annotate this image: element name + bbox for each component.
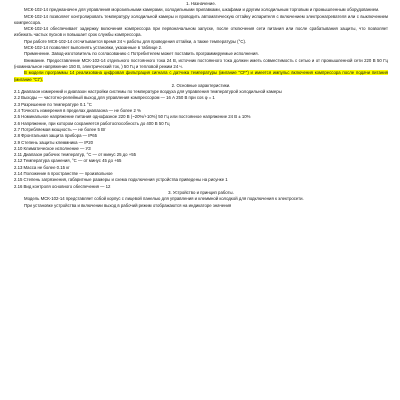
paragraph: При установке устройства и включении выход в рабочий режим отображаются на индикаторе значения <box>24 202 232 208</box>
paragraph: Внимание. Предоставление МСК-102-14 отдельного постоянного тока 24 В, источник постоянного тока должен иметь совместимость с сетью и от промышленной сети 220 В 50 Гц (номинальное напряжение 150 В, электрический ток, ) 50 Гц и тепловой режим 24 ч. <box>14 57 388 69</box>
list-item: 2.6 Напряжение, при котором сохраняется работоспособность до 400 В 50 Гц <box>14 120 170 126</box>
spec-list <box>14 89 388 190</box>
paragraph: МСК-102-14 обеспечивает задержку включения компрессора при первоначальном запуске, после отключения сети питания или после срабатывания защиты, что позволяет избежать частых пусков и повышает срок службы компрессора. <box>14 26 388 38</box>
paragraph: При работе МСК-102-14 отсчитывается время 24 ч работы для проведения оттайки, а также температуры (°С). <box>24 38 247 44</box>
list-item: 2.15 Степень загрязнения, габаритные размеры и схема подключения устройства приведены на рисунке 1 <box>14 177 228 183</box>
list-item: 2.9 Степень защиты клеммника — IP20 <box>14 139 94 145</box>
list-item: 2.12 Температура хранения, °С — от минус 45 до +65 <box>14 158 122 164</box>
paragraph: Применение. Завод-изготовитель по согласованию с Потребителем может поставить программируемые исполнения. <box>24 51 259 57</box>
highlighted-paragraph <box>14 70 388 83</box>
list-item: 2.10 Климатическое исполнение — УЗ <box>14 145 91 151</box>
section-1-title: 1. Назначение. <box>186 1 216 6</box>
list-item: 2.3 Разрешение по температуре 0.1 °С <box>14 101 92 107</box>
list-item: 2.13 Масса не более 0.15 кг <box>14 164 70 170</box>
list-item: 2.5 Номинальное напряжение питания однофазное 220 В (~20%/+10%) 50 Гц или постоянное напряжение 24 В ± 10% <box>14 114 251 120</box>
list-item: 2.8 Фронтальная защита прибора — IP65 <box>14 133 97 139</box>
list-item: 2.14 Положение в пространстве — произвольное <box>14 171 113 177</box>
paragraph: Модель МСК-102-14 представляет собой корпус с лицевой панелью для управления и клеммной колодкой для подключения к электросети. <box>24 196 304 202</box>
list-item: 2.2 Выходы — частотно-релейный выход для управления компрессором — 16 А 250 В при cos φ = 1 <box>14 95 215 101</box>
list-item: 2.11 Диапазон рабочих температур, °С — от минус 25 до +55 <box>14 152 137 158</box>
list-item: 2.7 Потребляемая мощность — не более 5 Вт <box>14 126 106 132</box>
paragraph: МСК-102-14 предназначен для управления морозильными камерами, холодильными прилавками, шкафами и другим холодильным торговым и промышленным оборудованием. <box>24 7 380 13</box>
highlight: В модели программы 14 реализована цифровая фильтрация сигнала с датчика температуры (мигание "CF") и имеется импульс включения компрессора после подачи питания (мигание "Ct"). <box>14 70 388 82</box>
list-item: 2.4 Точность измерения в пределах диапазона — не более 2 % <box>14 108 141 114</box>
section-3-title: 3. Устройство и принцип работы. <box>168 189 234 195</box>
paragraph: МСК-102-14 позволяет выполнять установки, указанные в таблице 2. <box>24 45 163 51</box>
list-item: 2.16 Вид контроля основного обеспечения — 12 <box>14 183 111 189</box>
list-item: 2.1 Диапазон измерений и диапазон настройки системы по температуре воздуха для управления температурой холодильной камеры <box>14 89 282 95</box>
paragraph: МСК-102-14 позволяет контролировать температуру холодильной камеры и проводить автоматическую оттайку испарителя с включением электронагревателя или с выключением компрессора. <box>14 13 388 25</box>
section-2-title: 2. Основные характеристики. <box>171 82 231 88</box>
